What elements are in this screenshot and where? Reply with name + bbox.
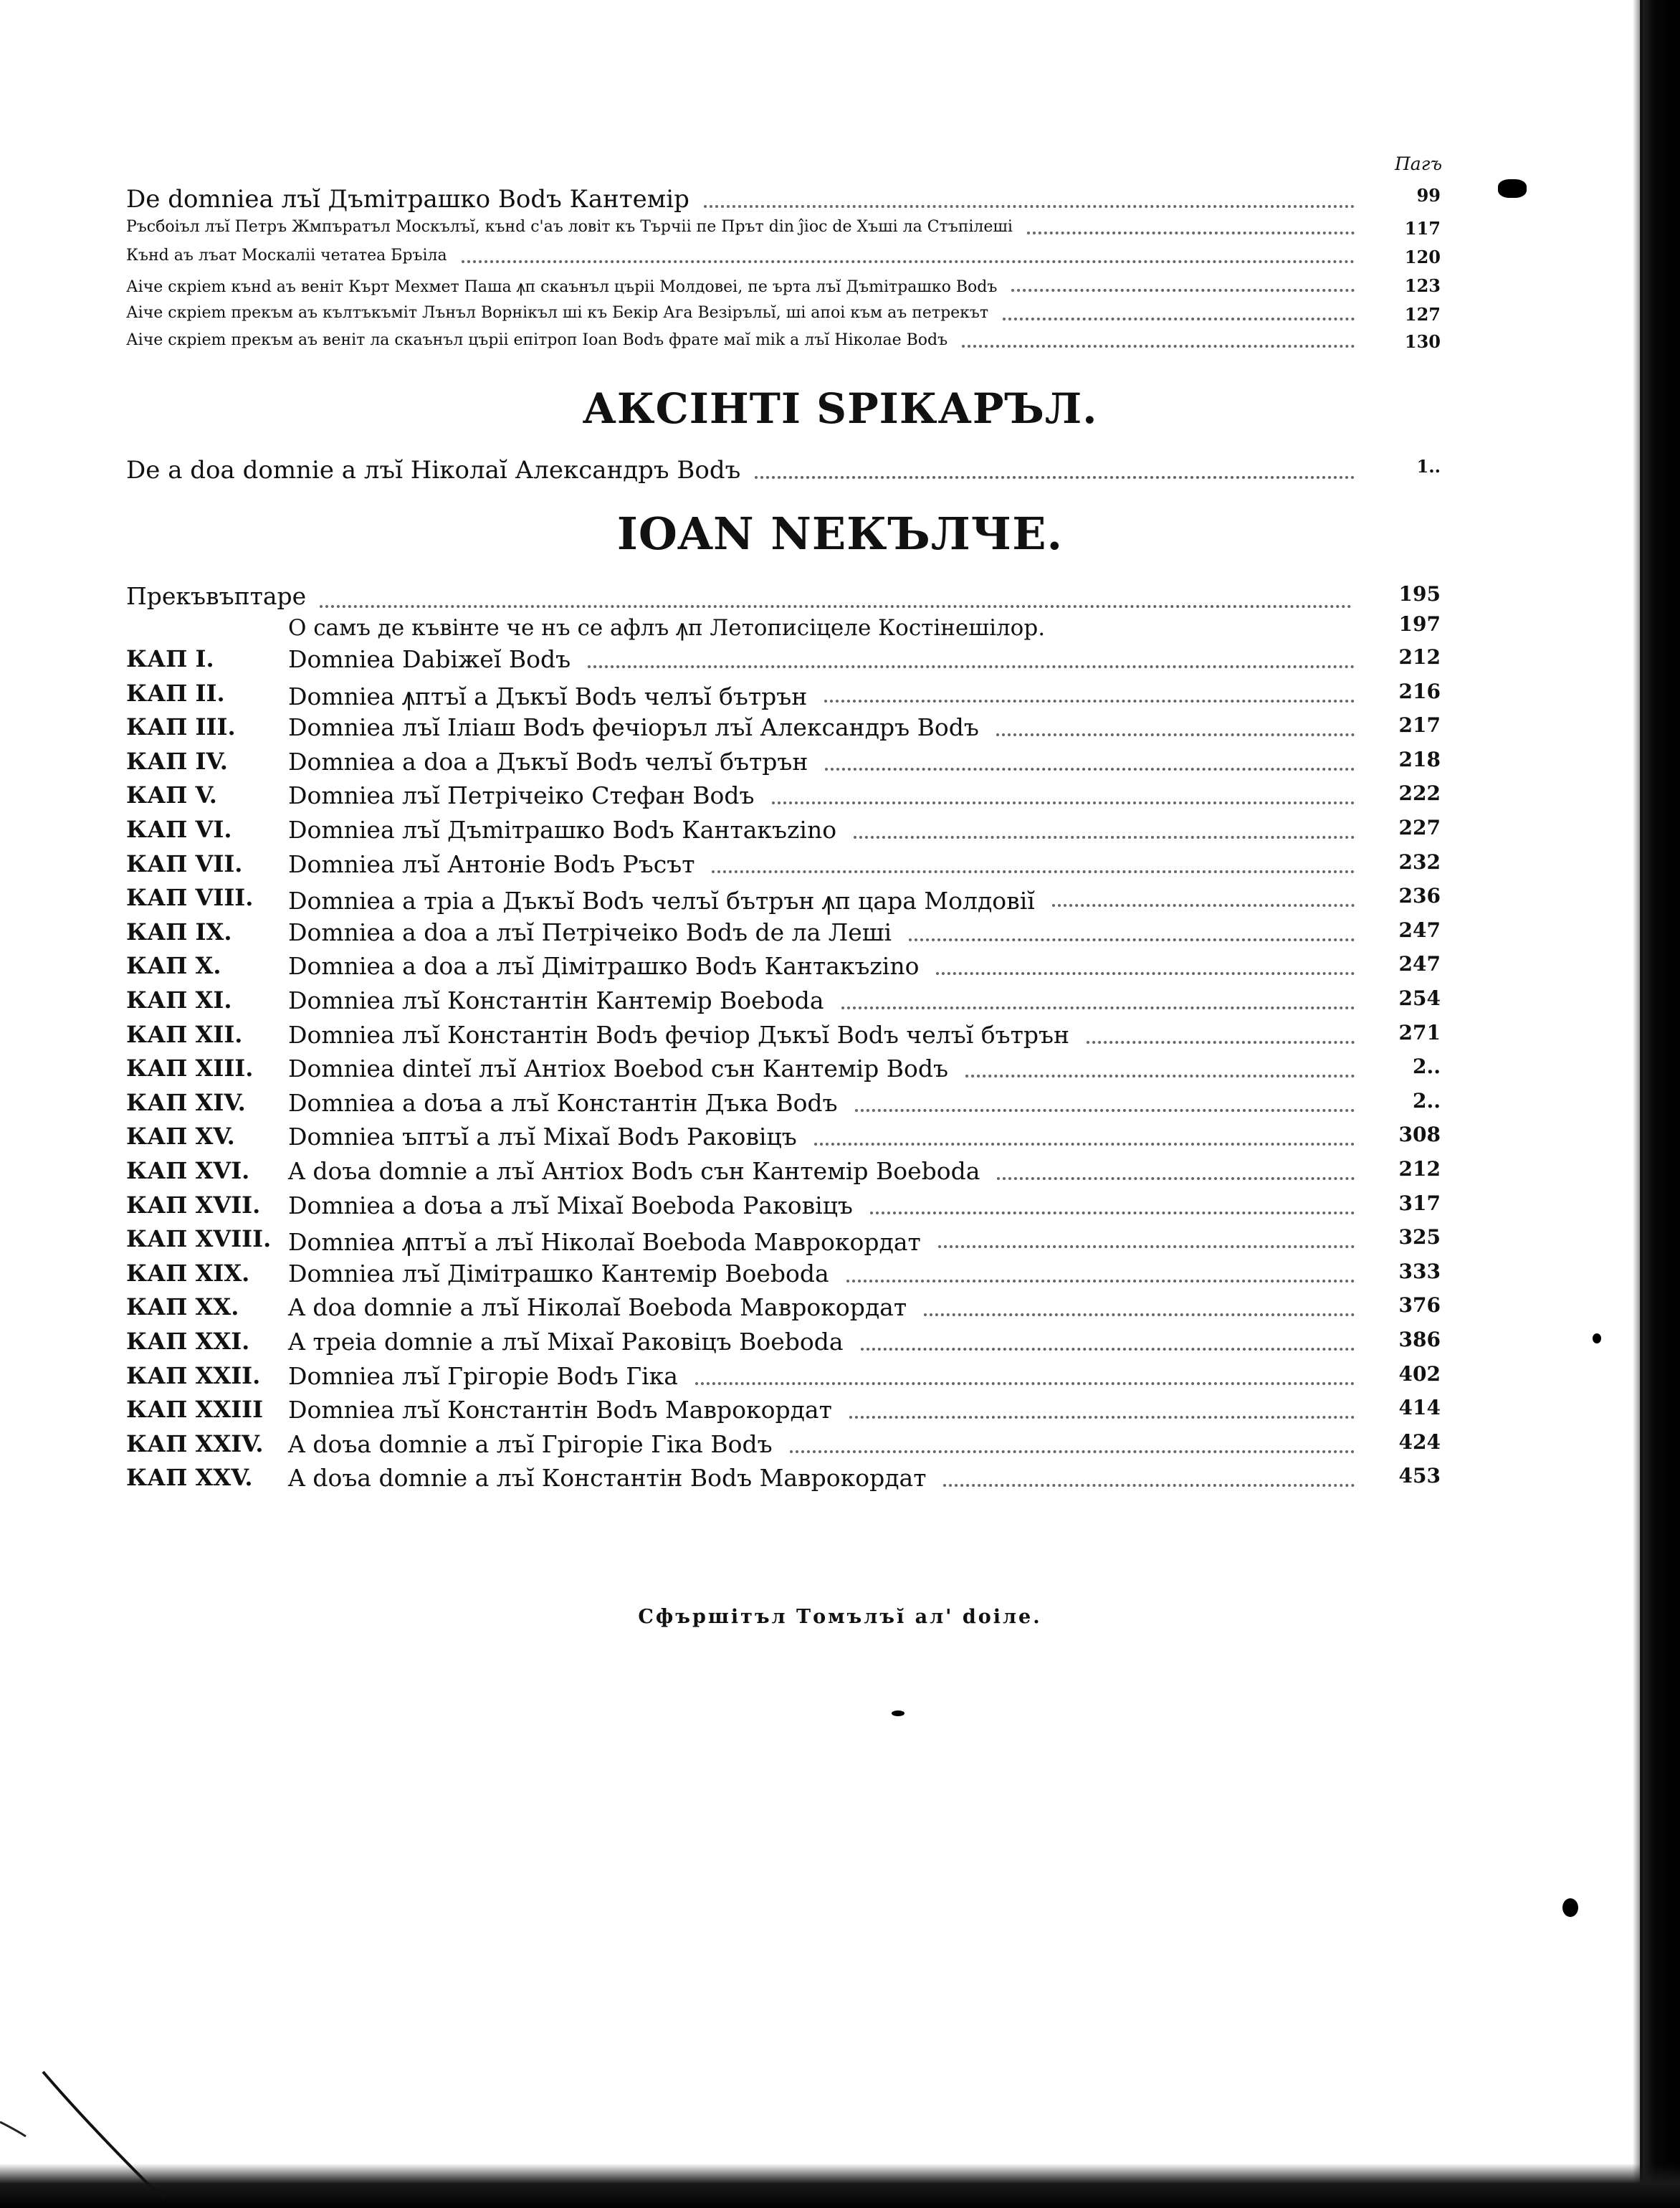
entry-title: De a doa domnie a лъĭ Нiколаĭ Александръ Bodъ — [126, 456, 741, 485]
chapter-row — [0, 1021, 1680, 1054]
leader-dots — [1087, 1039, 1355, 1044]
chapter-title: Domniea лъĭ Петрiчеiко Стефан Bodъ — [288, 781, 755, 809]
chapter-title: Domniea лъĭ Грiгорiе Bodъ Гiка — [288, 1362, 678, 1390]
ink-blot — [1498, 179, 1527, 198]
chapter-label: КАП XIV. — [126, 1089, 246, 1116]
leader-dots — [320, 604, 1352, 608]
chapter-title: Domniea dintеĭ лъĭ Антiох Boebod сън Кантемiр Bodъ — [288, 1055, 948, 1082]
entry-title: Аiче скрiem прекъм аъ кълтъкъмiт Лънъл Ворнiкъл шi къ Бекiр Ага Везiръльĭ, шi апоi към аъ петрекът — [126, 304, 989, 322]
leader-dots — [825, 766, 1355, 771]
chapter-title: A doa domnie a лъĭ Нiколаĭ Boeboda Маврокордат — [288, 1293, 907, 1321]
chapter-title: A doъa domnie a лъĭ Антiох Bodъ сън Кантемiр Boeboda — [288, 1157, 980, 1185]
leader-dots — [1003, 316, 1355, 320]
leader-dots — [588, 664, 1355, 668]
chapter-page-number: 2.. — [1413, 1089, 1441, 1113]
chapter-page-number: 376 — [1398, 1293, 1441, 1317]
chapter-label: КАП I. — [126, 645, 214, 672]
chapter-row — [0, 1157, 1680, 1190]
leader-dots — [772, 800, 1355, 804]
chapter-page-number: 414 — [1398, 1396, 1441, 1419]
preface-label: Прекъвъптаре — [126, 582, 307, 610]
chapter-row — [0, 1430, 1680, 1463]
intro-page: 197 — [1398, 612, 1441, 636]
leader-dots — [1052, 903, 1355, 907]
entry-page-number: 1.. — [1416, 456, 1441, 477]
chapter-label: КАП XVII. — [126, 1191, 261, 1219]
section-heading-aksinti: АКСIНТI ЅРIКАРЪЛ. — [582, 384, 1098, 433]
chapter-title: Domniea лъĭ Константiн Bodъ Маврокордат — [288, 1396, 832, 1424]
chapter-label: КАП V. — [126, 781, 217, 809]
chapter-title: Domniea ъптъĭ a лъĭ Мiхаĭ Bodъ Раковiцъ — [288, 1123, 797, 1151]
entry-title: Ръсбоiъл лъĭ Петръ Жмпъратъл Москълъĭ, кънd с'аъ ловiт къ Тъpчii пе Прът din ĵioc de Хъшi ла Стъпiлешi — [126, 218, 1013, 236]
chapter-row — [0, 1328, 1680, 1361]
chapter-label: КАП IX. — [126, 918, 232, 946]
chapter-label: КАП VI. — [126, 816, 232, 843]
chapter-title: Domniea лъĭ Дiмiтрашко Кантемiр Boeboda — [288, 1260, 829, 1288]
chapter-row — [0, 781, 1680, 814]
chapter-label: КАП IV. — [126, 748, 228, 775]
chapter-page-number: 453 — [1398, 1464, 1441, 1488]
preface-page: 195 — [1398, 582, 1441, 606]
entry-page-number: 123 — [1404, 275, 1441, 296]
scan-bottom-edge — [0, 2164, 1680, 2208]
leader-dots — [861, 1346, 1355, 1351]
intro-title: О самъ де къвiнте че нъ се афлъ ꙟп Летописiцеле Костiнешiлор. — [288, 615, 1046, 641]
chapter-row — [0, 713, 1680, 746]
chapter-row — [0, 986, 1680, 1019]
chapter-title: Domniea лъĭ Дъmiтрашко Bodъ Кантакъzino — [288, 816, 837, 844]
chapter-page-number: 402 — [1398, 1362, 1441, 1386]
chapter-row — [0, 884, 1680, 917]
leader-dots — [938, 1244, 1355, 1248]
chapter-page-number: 254 — [1398, 986, 1441, 1010]
chapter-label: КАП XII. — [126, 1021, 243, 1048]
chapter-row — [0, 1191, 1680, 1224]
chapter-page-number: 218 — [1398, 748, 1441, 771]
chapter-page-number: 386 — [1398, 1328, 1441, 1351]
entry-title: Кънd аъ лъат Москалii четатеа Бръiла — [126, 247, 447, 265]
chapter-row — [0, 1396, 1680, 1429]
chapter-label: КАП XV. — [126, 1123, 235, 1150]
leader-dots — [695, 1381, 1355, 1385]
chapter-title: Domniea a doa a Дъкъĭ Bodъ челъĭ бътрън — [288, 748, 808, 776]
chapter-page-number: 424 — [1398, 1430, 1441, 1454]
chapter-row — [0, 816, 1680, 849]
chapter-row — [0, 850, 1680, 883]
chapter-row — [0, 918, 1680, 951]
leader-dots — [962, 343, 1355, 348]
chapter-row — [0, 1362, 1680, 1395]
chapter-page-number: 222 — [1398, 781, 1441, 805]
chapter-page-number: 247 — [1398, 918, 1441, 942]
leader-dots — [854, 834, 1355, 839]
chapter-page-number: 271 — [1398, 1021, 1441, 1044]
chapter-label: КАП XX. — [126, 1293, 239, 1320]
chapter-label: КАП XXIV. — [126, 1430, 264, 1457]
chapter-page-number: 333 — [1398, 1260, 1441, 1283]
chapter-title: Domniea ꙟптъĭ a лъĭ Нiколаĭ Boeboda Маврокордат — [288, 1228, 921, 1256]
leader-dots — [909, 937, 1355, 941]
leader-dots — [1011, 287, 1355, 292]
ink-blot — [892, 1710, 905, 1716]
chapter-label: КАП XXI. — [126, 1328, 250, 1355]
leader-dots — [924, 1312, 1355, 1316]
chapter-row — [0, 1293, 1680, 1326]
leader-dots — [936, 971, 1355, 975]
entry-page-number: 120 — [1404, 247, 1441, 267]
leader-dots — [1027, 230, 1355, 234]
leader-dots — [755, 475, 1355, 479]
leader-dots — [712, 869, 1355, 873]
chapter-row — [0, 680, 1680, 713]
chapter-label: КАП XVIII. — [126, 1225, 272, 1252]
entry-page-number: 117 — [1404, 218, 1441, 239]
chapter-label: КАП XIII. — [126, 1055, 254, 1082]
chapter-row — [0, 1089, 1680, 1122]
leader-dots — [846, 1278, 1355, 1283]
preface-row — [0, 582, 1680, 615]
leader-dots — [996, 732, 1355, 736]
chapter-page-number: 232 — [1398, 850, 1441, 874]
chapter-title: Domniea a doъa a лъĭ Мiхаĭ Boeboda Раковiцъ — [288, 1191, 853, 1219]
chapter-title: Domniea Dabiжеĭ Bodъ — [288, 645, 571, 673]
chapter-label: КАП XXIII — [126, 1396, 264, 1423]
leader-dots — [855, 1108, 1355, 1112]
chapter-page-number: 317 — [1398, 1191, 1441, 1215]
leader-dots — [943, 1483, 1355, 1487]
entry-page-number: 130 — [1404, 331, 1441, 352]
entry-title: Аiче скрiem кънd аъ венiт Къpт Мехмет Паша ꙟп скаънъл цъpii Молдовеi, пе ърта лъĭ Дъmiтрашко Bodъ — [126, 278, 998, 296]
column-header-pages: Пагъ — [1394, 153, 1442, 174]
chapter-title: A треiа domnie a лъĭ Мiхаĭ Раковiцъ Boeboda — [288, 1328, 844, 1356]
chapter-title: Domniea ꙟптъĭ a Дъкъĭ Bodъ челъĭ бътрън — [288, 682, 808, 710]
chapter-page-number: 216 — [1398, 680, 1441, 703]
chapter-title: Domniea лъĭ Антонiе Bodъ Ръсът — [288, 850, 695, 878]
chapter-title: Domniea a трiа a Дъкъĭ Bodъ челъĭ бътрън ꙟп цара Молдовiĭ — [288, 887, 1035, 915]
chapter-row — [0, 1225, 1680, 1258]
chapter-row — [0, 645, 1680, 678]
intro-row — [0, 612, 1680, 645]
top-entry-row — [0, 185, 1680, 218]
leader-dots — [870, 1210, 1355, 1214]
chapter-title: Domniea лъĭ Константiн Bodъ фечiор Дъкъĭ Bodъ челъĭ бътрън — [288, 1021, 1069, 1049]
leader-dots — [704, 204, 1355, 208]
chapter-label: КАП VII. — [126, 850, 243, 877]
chapter-row — [0, 1260, 1680, 1293]
scan-right-edge — [1640, 0, 1680, 2208]
leader-dots — [997, 1176, 1355, 1180]
leader-dots — [824, 698, 1355, 703]
entry-page-number: 99 — [1416, 185, 1441, 206]
chapter-page-number: 217 — [1398, 713, 1441, 737]
chapter-page-number: 227 — [1398, 816, 1441, 839]
chapter-title: Domniea лъĭ Константiн Кантемiр Boeboda — [288, 986, 824, 1014]
leader-dots — [462, 259, 1355, 263]
chapter-label: КАП III. — [126, 713, 236, 741]
section-heading-ioan-neculce: IOAN NЕКЪЛЧЕ. — [616, 508, 1064, 560]
volume-end-note: Сфършiтъл Томълъĭ ал' doiле. — [638, 1606, 1042, 1628]
chapter-label: КАП XXV. — [126, 1464, 253, 1491]
chapter-title: Domniea лъĭ Iлiаш Bodъ фечiоръл лъĭ Александръ Bodъ — [288, 713, 979, 741]
chapter-page-number: 308 — [1398, 1123, 1441, 1146]
chapter-row — [0, 1055, 1680, 1088]
chapter-title: A doъa domnie a лъĭ Грiгорiе Гiка Bodъ — [288, 1430, 773, 1458]
chapter-row — [0, 748, 1680, 781]
entry-page-number: 127 — [1404, 304, 1441, 325]
chapter-title: Domniea a doъa a лъĭ Константiн Дъка Bodъ — [288, 1089, 838, 1117]
chapter-label: КАП X. — [126, 952, 221, 979]
chapter-label: КАП XVI. — [126, 1157, 250, 1184]
scan-corner-line — [0, 2065, 186, 2208]
chapter-page-number: 212 — [1398, 1157, 1441, 1181]
leader-dots — [849, 1414, 1355, 1419]
chapter-page-number: 247 — [1398, 952, 1441, 976]
entry-title: De domniea лъĭ Дъmiтрашко Bodъ Кантемiр — [126, 185, 689, 214]
chapter-page-number: 2.. — [1413, 1055, 1441, 1078]
entry-title: Аiче скрiem прекъм аъ венiт ла скаънъл цъpii епiтроп Ioan Bodъ фрате маĭ mik а лъĭ Нiколае Bodъ — [126, 331, 948, 349]
chapter-label: КАП XIX. — [126, 1260, 250, 1287]
chapter-page-number: 325 — [1398, 1225, 1441, 1249]
chapter-row — [0, 1123, 1680, 1156]
chapter-page-number: 212 — [1398, 645, 1441, 669]
leader-dots — [841, 1005, 1355, 1009]
ink-blot — [1562, 1898, 1578, 1917]
chapter-row — [0, 952, 1680, 985]
chapter-title: Domniea a doa a лъĭ Петрiчеiко Bodъ de ла Лешi — [288, 918, 892, 946]
section1-entry-row — [0, 456, 1680, 489]
leader-dots — [814, 1141, 1355, 1146]
chapter-page-number: 236 — [1398, 884, 1441, 908]
ink-blot — [1593, 1333, 1601, 1343]
chapter-label: КАП VIII. — [126, 884, 254, 911]
chapter-label: КАП XI. — [126, 986, 232, 1014]
chapter-title: A doъa domnie a лъĭ Константiн Bodъ Маврокордат — [288, 1464, 927, 1492]
chapter-title: Domniea a doa a лъĭ Дiмiтрашко Bodъ Кантакъzino — [288, 952, 920, 980]
leader-dots — [790, 1449, 1355, 1453]
chapter-row — [0, 1464, 1680, 1497]
leader-dots — [965, 1073, 1355, 1077]
chapter-label: КАП II. — [126, 680, 225, 707]
top-entry-row — [0, 331, 1680, 364]
chapter-label: КАП XXII. — [126, 1362, 261, 1389]
